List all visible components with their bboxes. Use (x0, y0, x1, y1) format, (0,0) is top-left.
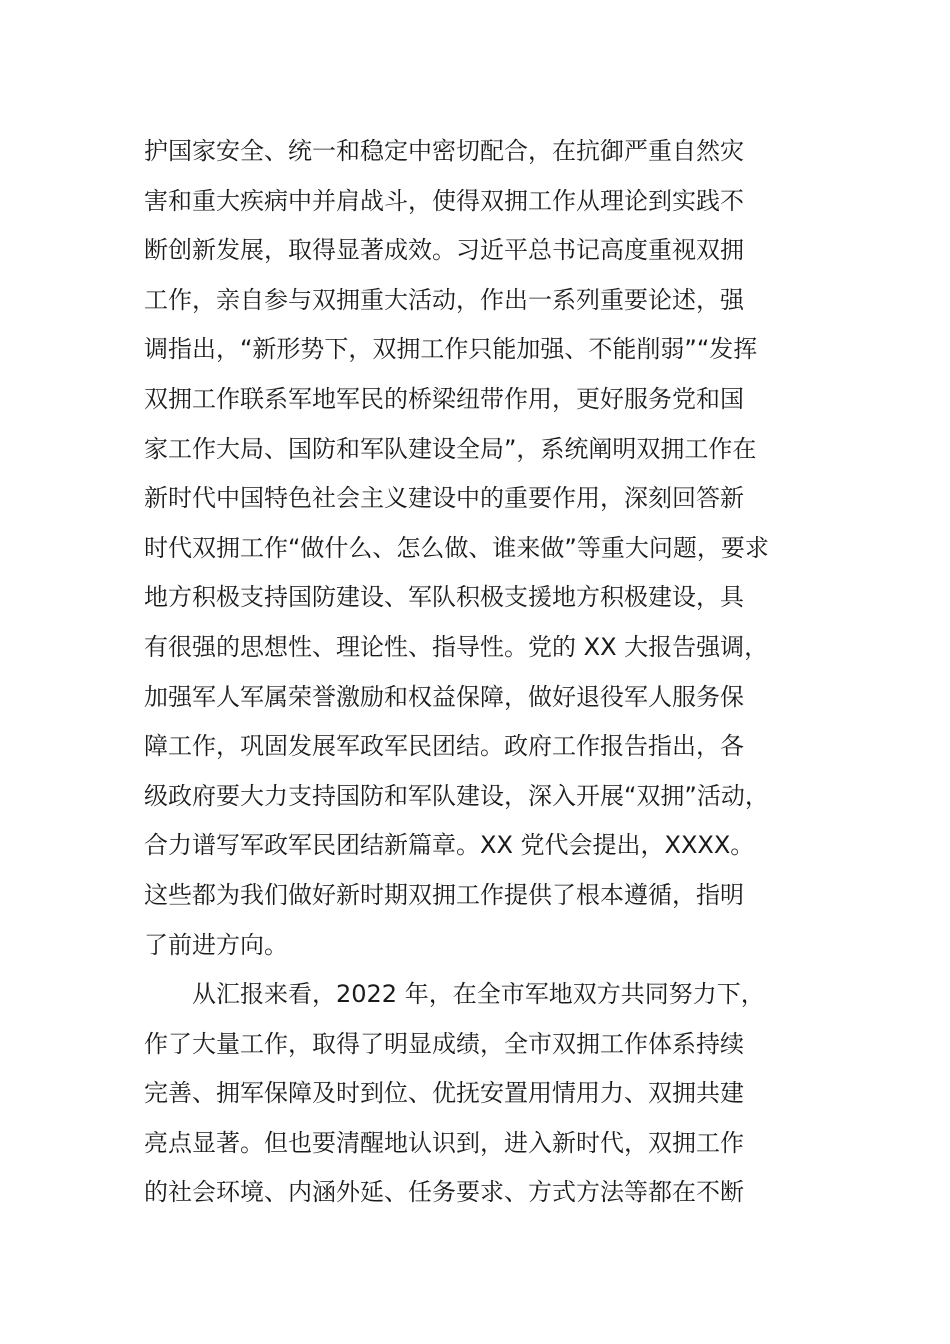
text-line: 调指出，“新形势下，双拥工作只能加强、不能削弱”“发挥 (144, 335, 758, 364)
text-line: 护国家安全、统一和稳定中密切配合，在抗御严重自然灾 (144, 137, 744, 165)
text-line: 有很强的思想性、理论性、指导性。党的 XX 大报告强调， (144, 632, 769, 661)
text-line-indented: 从汇报来看，2022 年，在全市军地双方共同努力下， (192, 980, 765, 1009)
text-line: 害和重大疾病中并肩战斗，使得双拥工作从理论到实践不 (144, 186, 744, 215)
text-line: 的社会环境、内涵外延、任务要求、方式方法等都在不断 (144, 1178, 744, 1207)
text-line: 新时代中国特色社会主义建设中的重要作用，深刻回答新 (144, 484, 744, 513)
text-line: 工作，亲自参与双拥重大活动，作出一系列重要论述，强 (144, 285, 744, 314)
text-line: 地方积极支持国防建设、军队积极支援地方积极建设，具 (144, 583, 744, 612)
text-line: 障工作，巩固发展军政军民团结。政府工作报告指出，各 (144, 732, 744, 761)
text-line: 家工作大局、国防和军队建设全局”，系统阐明双拥工作在 (144, 434, 757, 463)
text-line: 加强军人军属荣誉激励和权益保障，做好退役军人服务保 (144, 682, 744, 711)
text-line: 时代双拥工作“做什么、怎么做、谁来做”等重大问题，要求 (144, 533, 769, 562)
text-line: 了前进方向。 (144, 930, 288, 959)
document-body (144, 127, 806, 1218)
text-line: 双拥工作联系军地军民的桥梁纽带作用，更好服务党和国 (144, 384, 744, 413)
text-line: 断创新发展，取得显著成效。习近平总书记高度重视双拥 (144, 236, 744, 265)
text-line: 级政府要大力支持国防和军队建设，深入开展“双拥”活动， (144, 781, 769, 810)
text-line: 这些都为我们做好新时期双拥工作提供了根本遵循，指明 (144, 880, 744, 909)
text-line: 作了大量工作，取得了明显成绩，全市双拥工作体系持续 (144, 1029, 744, 1058)
text-line: 亮点显著。但也要清醒地认识到，进入新时代，双拥工作 (144, 1128, 744, 1157)
text-line: 合力谱写军政军民团结新篇章。XX 党代会提出，XXXX。 (144, 831, 755, 860)
text-line: 完善、拥军保障及时到位、优抚安置用情用力、双拥共建 (144, 1079, 744, 1108)
